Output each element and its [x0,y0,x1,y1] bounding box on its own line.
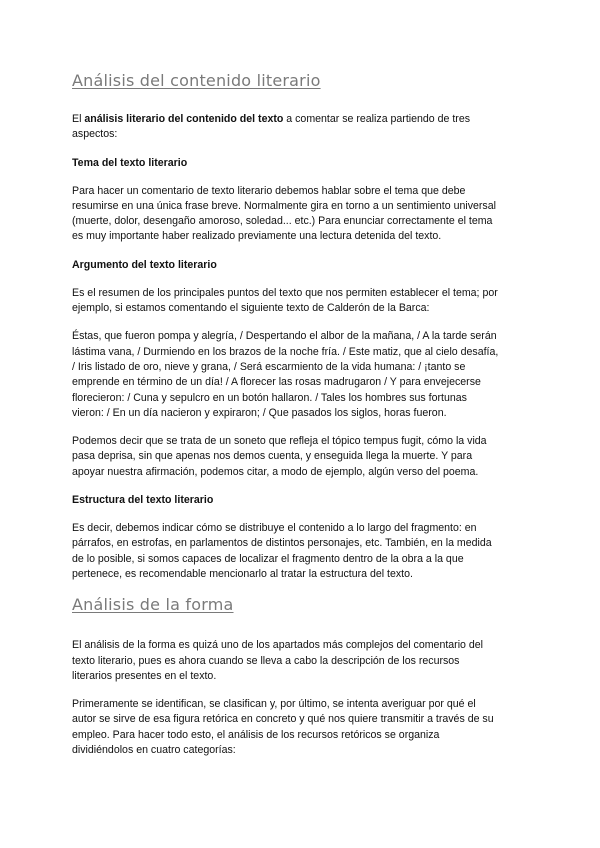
paragraph-forma-1: El análisis de la forma es quizá uno de los apartados más complejos del comentario del texto literario, pues es ahora cuando se lleva a cabo la descripción de los recursos literarios presentes en el texto. [72,639,484,682]
intro-paragraph [72,112,501,143]
heading-tema: Tema del texto literario [72,156,188,169]
intro-text-end: a comentar se realiza partiendo de tres aspectos: [72,113,471,141]
intro-bold-phrase: análisis literario del contenido del texto [84,113,284,125]
intro-text-start: El [72,113,85,125]
section-title-contenido: Análisis del contenido literario [72,71,321,90]
paragraph-argumento: Es el resumen de los principales puntos del texto que nos permiten establecer el tema; por ejemplo, si estamos comentando el siguiente texto de Calderón de la Barca: [72,286,498,315]
heading-estructura: Estructura del texto literario [72,494,214,507]
paragraph-poem: Éstas, que fueron pompa y alegría, / Despertando el albor de la mañana, / A la tarde serán lástima vana, / Durmiendo en los brazos de la noche fría. / Este matiz, que al cielo desafía, / Iris listado de oro, nieve y grana, / Será escarmiento de la vida humana: / ¡tanto se emprende en término de un día! / A florecer las rosas madrugaron / Y para envejecerse florecieron: / Cuna y sepulcro en un botón hallaron. / Tales los hombres sus fortunas vieron: / En un día nacieron y expiraron; / Que pasados los siglos, horas fueron. [72,330,499,419]
paragraph-forma-2: Primeramente se identifican, se clasifican y, por último, se intenta averiguar por qué el autor se sirve de esa figura retórica en concreto y qué nos quiere transmitir a través de su empleo. Para hacer todo esto, el análisis de los recursos retóricos se organiza dividiéndolos en cuatro categorías: [72,698,494,757]
paragraph-estructura: Es decir, debemos indicar cómo se distribuye el contenido a lo largo del fragmento: en párrafos, en estrofas, en parlamentos de distintos personajes, etc. También, en la medida de lo posible, si somos capaces de localizar el fragmento dentro de la obra a la que pertenece, es recomendable mencionarlo al tratar la estructura del texto. [72,522,492,580]
heading-argumento: Argumento del texto literario [72,258,217,271]
paragraph-tema: Para hacer un comentario de texto literario debemos hablar sobre el tema que debe resumirse en una única frase breve. Normalmente gira en torno a un sentimiento universal (muerte, dolor, desengaño amoroso, soledad... etc.) Para enunciar correctamente el tema es muy importante haber realizado previamente una lectura detenida del texto. [72,184,496,243]
paragraph-soneto: Podemos decir que se trata de un soneto que refleja el tópico tempus fugit, cómo la vida pasa deprisa, sin que apenas nos demos cuenta, y enseguida llega la muerte. Y para apoyar nuestra afirmación, podemos citar, a modo de ejemplo, algún verso del poema. [72,435,487,478]
section-title-forma: Análisis de la forma [72,595,234,615]
